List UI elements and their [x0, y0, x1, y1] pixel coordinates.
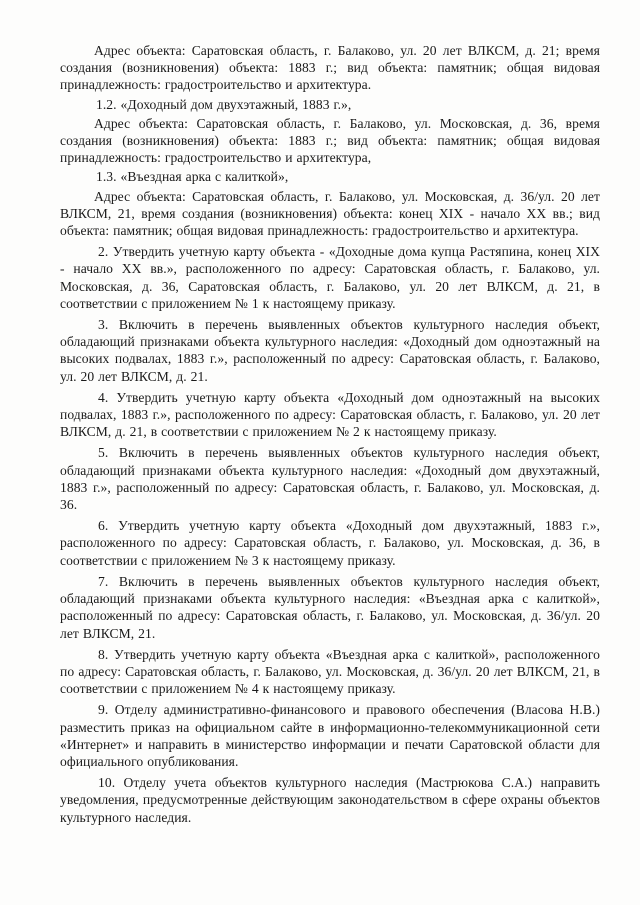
clause-5: 5. Включить в перечень выявленных объектов культурного наследия объект, обладающий признаками объекта культурного наследия: «Доходный дом двухэтажный, 1883 г.», расположенный по адресу: Саратовская область, г. Балаково, ул. Московская, д. 36. [60, 445, 600, 513]
clause-10: 10. Отделу учета объектов культурного наследия (Мастрюкова С.А.) направить уведомления, предусмотренные действующим законодательством в сфере охраны объектов культурного наследия. [60, 775, 600, 825]
address-paragraph-1: Адрес объекта: Саратовская область, г. Балаково, ул. 20 лет ВЛКСМ, д. 21; время создания (возникновения) объекта: 1883 г.; вид объекта: памятник; общая видовая принадлежность: градостроительство и архитектура. [60, 43, 600, 93]
address-paragraph-2: Адрес объекта: Саратовская область, г. Балаково, ул. Московская, д. 36, время создания (возникновения) объекта: 1883 г.; вид объекта: памятник; общая видовая принадлежность: градостроительство и архитектура, [60, 115, 600, 166]
document-body [60, 42, 600, 830]
clause-3: 3. Включить в перечень выявленных объектов культурного наследия объект, обладающий признаками объекта культурного наследия: «Доходный дом одноэтажный на высоких подвалах, 1883 г.», расположенный по адресу: Саратовская область, г. Балаково, ул. 20 лет ВЛКСМ, д. 21. [60, 317, 600, 384]
item-1-3-heading: 1.3. «Въездная арка с калиткой», [96, 169, 289, 185]
clause-2: 2. Утвердить учетную карту объекта - «Доходные дома купца Растяпина, конец XIX - начало XX вв.», расположенного по адресу: Саратовская область, г. Балаково, ул. Московская, д. 36, Саратовская область, г. Балаково, ул. 20 лет ВЛКСМ, д. 21, в соответствии с приложением № 1 к настоящему приказу. [60, 244, 600, 311]
address-paragraph-3: Адрес объекта: Саратовская область, г. Балаково, ул. Московская, д. 36/ул. 20 лет ВЛКСМ, 21, время создания (возникновения) объекта: конец XIX - начало XX вв.; вид объекта: памятник; общая видовая принадлежность: градостроительство и архитектура. [60, 188, 600, 239]
clause-8: 8. Утвердить учетную карту объекта «Въездная арка с калиткой», расположенного по адресу: Саратовская область, г. Балаково, ул. Московская, д. 36/ул. 20 лет ВЛКСМ, 21, в соответствии с приложением № 4 к настоящему приказу. [60, 646, 600, 697]
clause-7: 7. Включить в перечень выявленных объектов культурного наследия объект, обладающий признаками объекта культурного наследия: «Въездная арка с калиткой», расположенный по адресу: Саратовская область, г. Балаково, ул. Московская, д. 36/ул. 20 лет ВЛКСМ, 21. [60, 573, 600, 641]
clause-6: 6. Утвердить учетную карту объекта «Доходный дом двухэтажный, 1883 г.», расположенного по адресу: Саратовская область, г. Балаково, ул. Московская, д. 36, в соответствии с приложением № 3 к настоящему приказу. [60, 518, 600, 568]
clause-4: 4. Утвердить учетную карту объекта «Доходный дом одноэтажный на высоких подвалах, 1883 г.», расположенного по адресу: Саратовская область, г. Балаково, ул. 20 лет ВЛКСМ, д. 21, в соответствии с приложением № 2 к настоящему приказу. [60, 389, 600, 440]
clause-9: 9. Отделу административно-финансового и правового обеспечения (Власова Н.В.) разместить приказ на официальном сайте в информационно-телекоммуникационной сети «Интернет» и направить в министерство информации и печати Саратовской области для официального опубликования. [60, 702, 600, 769]
item-1-2-heading: 1.2. «Доходный дом двухэтажный, 1883 г.», [96, 96, 352, 112]
